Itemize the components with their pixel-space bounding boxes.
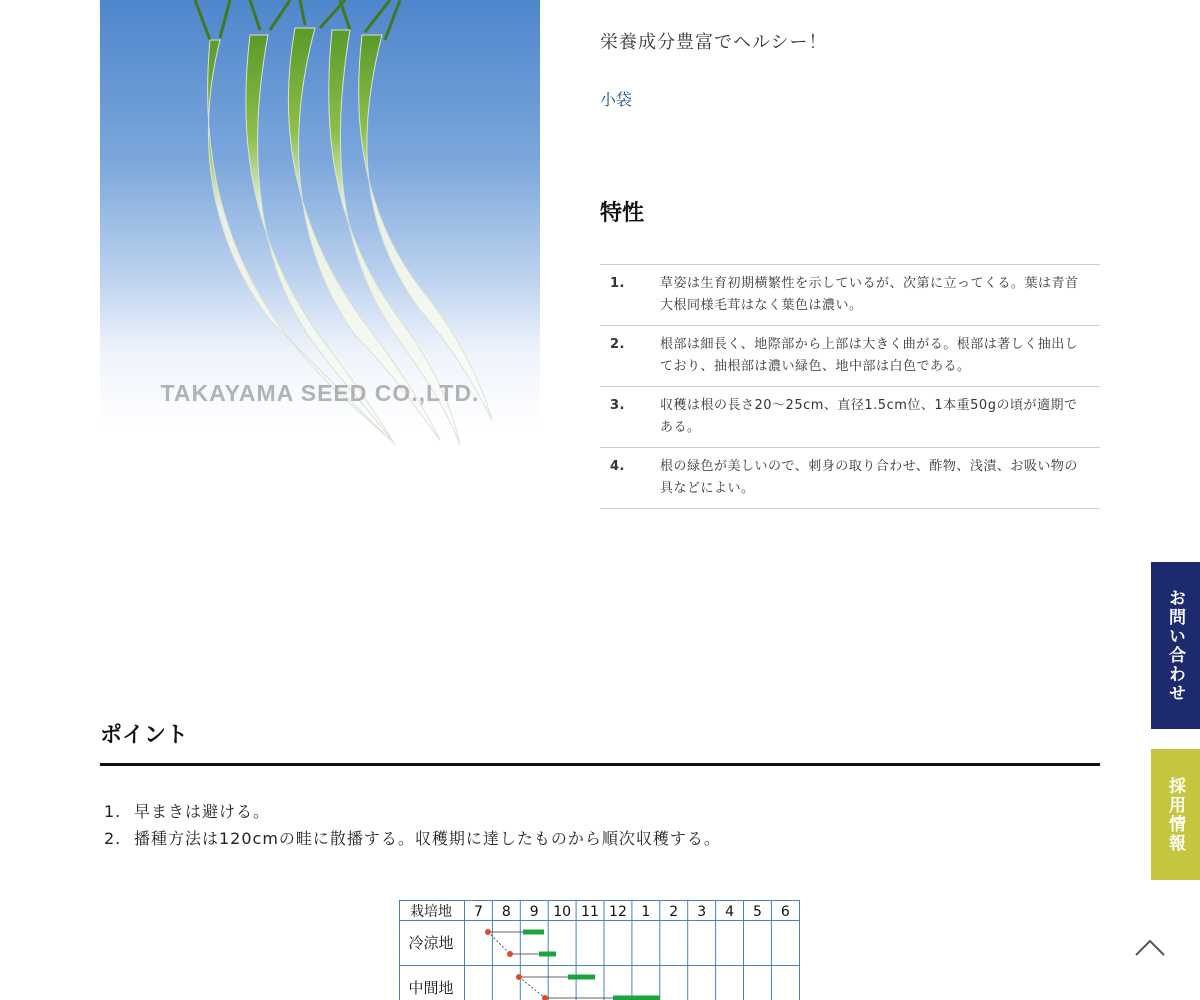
list-item [100, 827, 721, 854]
calendar-month-label: 3 [697, 904, 707, 920]
point-text: 早まきは避ける。 [134, 802, 271, 821]
features-heading: 特性 [600, 201, 645, 226]
point-number: 2. [104, 829, 122, 848]
calendar-month-label: 9 [529, 904, 539, 920]
calendar-region-label: 冷涼地 [408, 934, 454, 952]
table-row [600, 387, 1100, 448]
chevron-up-icon[interactable] [1133, 935, 1167, 959]
feature-number: 2. [600, 326, 660, 387]
contact-tab-label: お問い合わせ [1165, 588, 1185, 703]
calendar-corner-label: 栽培地 [410, 904, 452, 920]
cultivation-calendar [399, 900, 801, 1000]
calendar-month-label: 7 [473, 904, 483, 920]
calendar-month-label: 12 [609, 904, 627, 920]
feature-text: 収穫は根の長さ20〜25cm、直径1.5cm位、1本重50gの頃が適期である。 [660, 387, 1100, 448]
recruit-tab-label: 採用情報 [1165, 776, 1185, 853]
feature-text: 根部は細長く、地際部から上部は大きく曲がる。根部は著しく抽出しており、抽根部は濃い緑色、地中部は白色である。 [660, 326, 1100, 387]
features-table [600, 264, 1100, 509]
sowing-mark [542, 995, 548, 1000]
harvest-mark [539, 952, 556, 957]
calendar-month-label: 11 [581, 904, 599, 920]
calendar-region-label: 中間地 [408, 979, 454, 997]
photo-watermark: TAKAYAMA SEED CO.,LTD. [160, 380, 480, 406]
points-heading: ポイント [100, 723, 189, 748]
points-list [100, 800, 721, 854]
feature-number: 1. [600, 265, 660, 326]
list-item [100, 800, 721, 827]
harvest-mark [568, 975, 595, 980]
point-number: 1. [104, 802, 122, 821]
feature-text: 草姿は生育初期横繁性を示しているが、次第に立ってくる。葉は青首大根同様毛茸はなく葉色は濃い。 [660, 265, 1100, 326]
feature-number: 4. [600, 448, 660, 509]
calendar-marks-mid [516, 974, 660, 1000]
catch-copy: 栄養成分豊富でヘルシー！ [600, 32, 828, 53]
calendar-month-label: 4 [725, 904, 735, 920]
calendar-month-label: 6 [780, 904, 790, 920]
calendar-month-label: 2 [669, 904, 679, 920]
table-row [600, 265, 1100, 326]
points-divider [100, 763, 1100, 766]
sowing-mark [516, 974, 522, 980]
feature-number: 3. [600, 387, 660, 448]
sowing-mark [485, 929, 491, 935]
calendar-month-label: 10 [553, 904, 572, 920]
calendar-month-label: 8 [501, 904, 511, 920]
feature-text: 根の緑色が美しいので、刺身の取り合わせ、酢物、浅漬、お吸い物の具などによい。 [660, 448, 1100, 509]
product-photo [100, 0, 540, 450]
sowing-mark [507, 951, 513, 957]
point-text: 播種方法は120cmの畦に散播する。収穫期に達したものから順次収穫する。 [134, 829, 721, 848]
contact-tab[interactable] [1151, 562, 1200, 729]
calendar-month-label: 1 [641, 904, 651, 920]
harvest-mark [523, 930, 544, 935]
package-size: 小袋 [600, 90, 633, 109]
table-row [600, 448, 1100, 509]
recruit-tab[interactable] [1151, 749, 1200, 880]
table-row [600, 326, 1100, 387]
calendar-month-label: 5 [752, 904, 762, 920]
harvest-mark [613, 996, 660, 1000]
